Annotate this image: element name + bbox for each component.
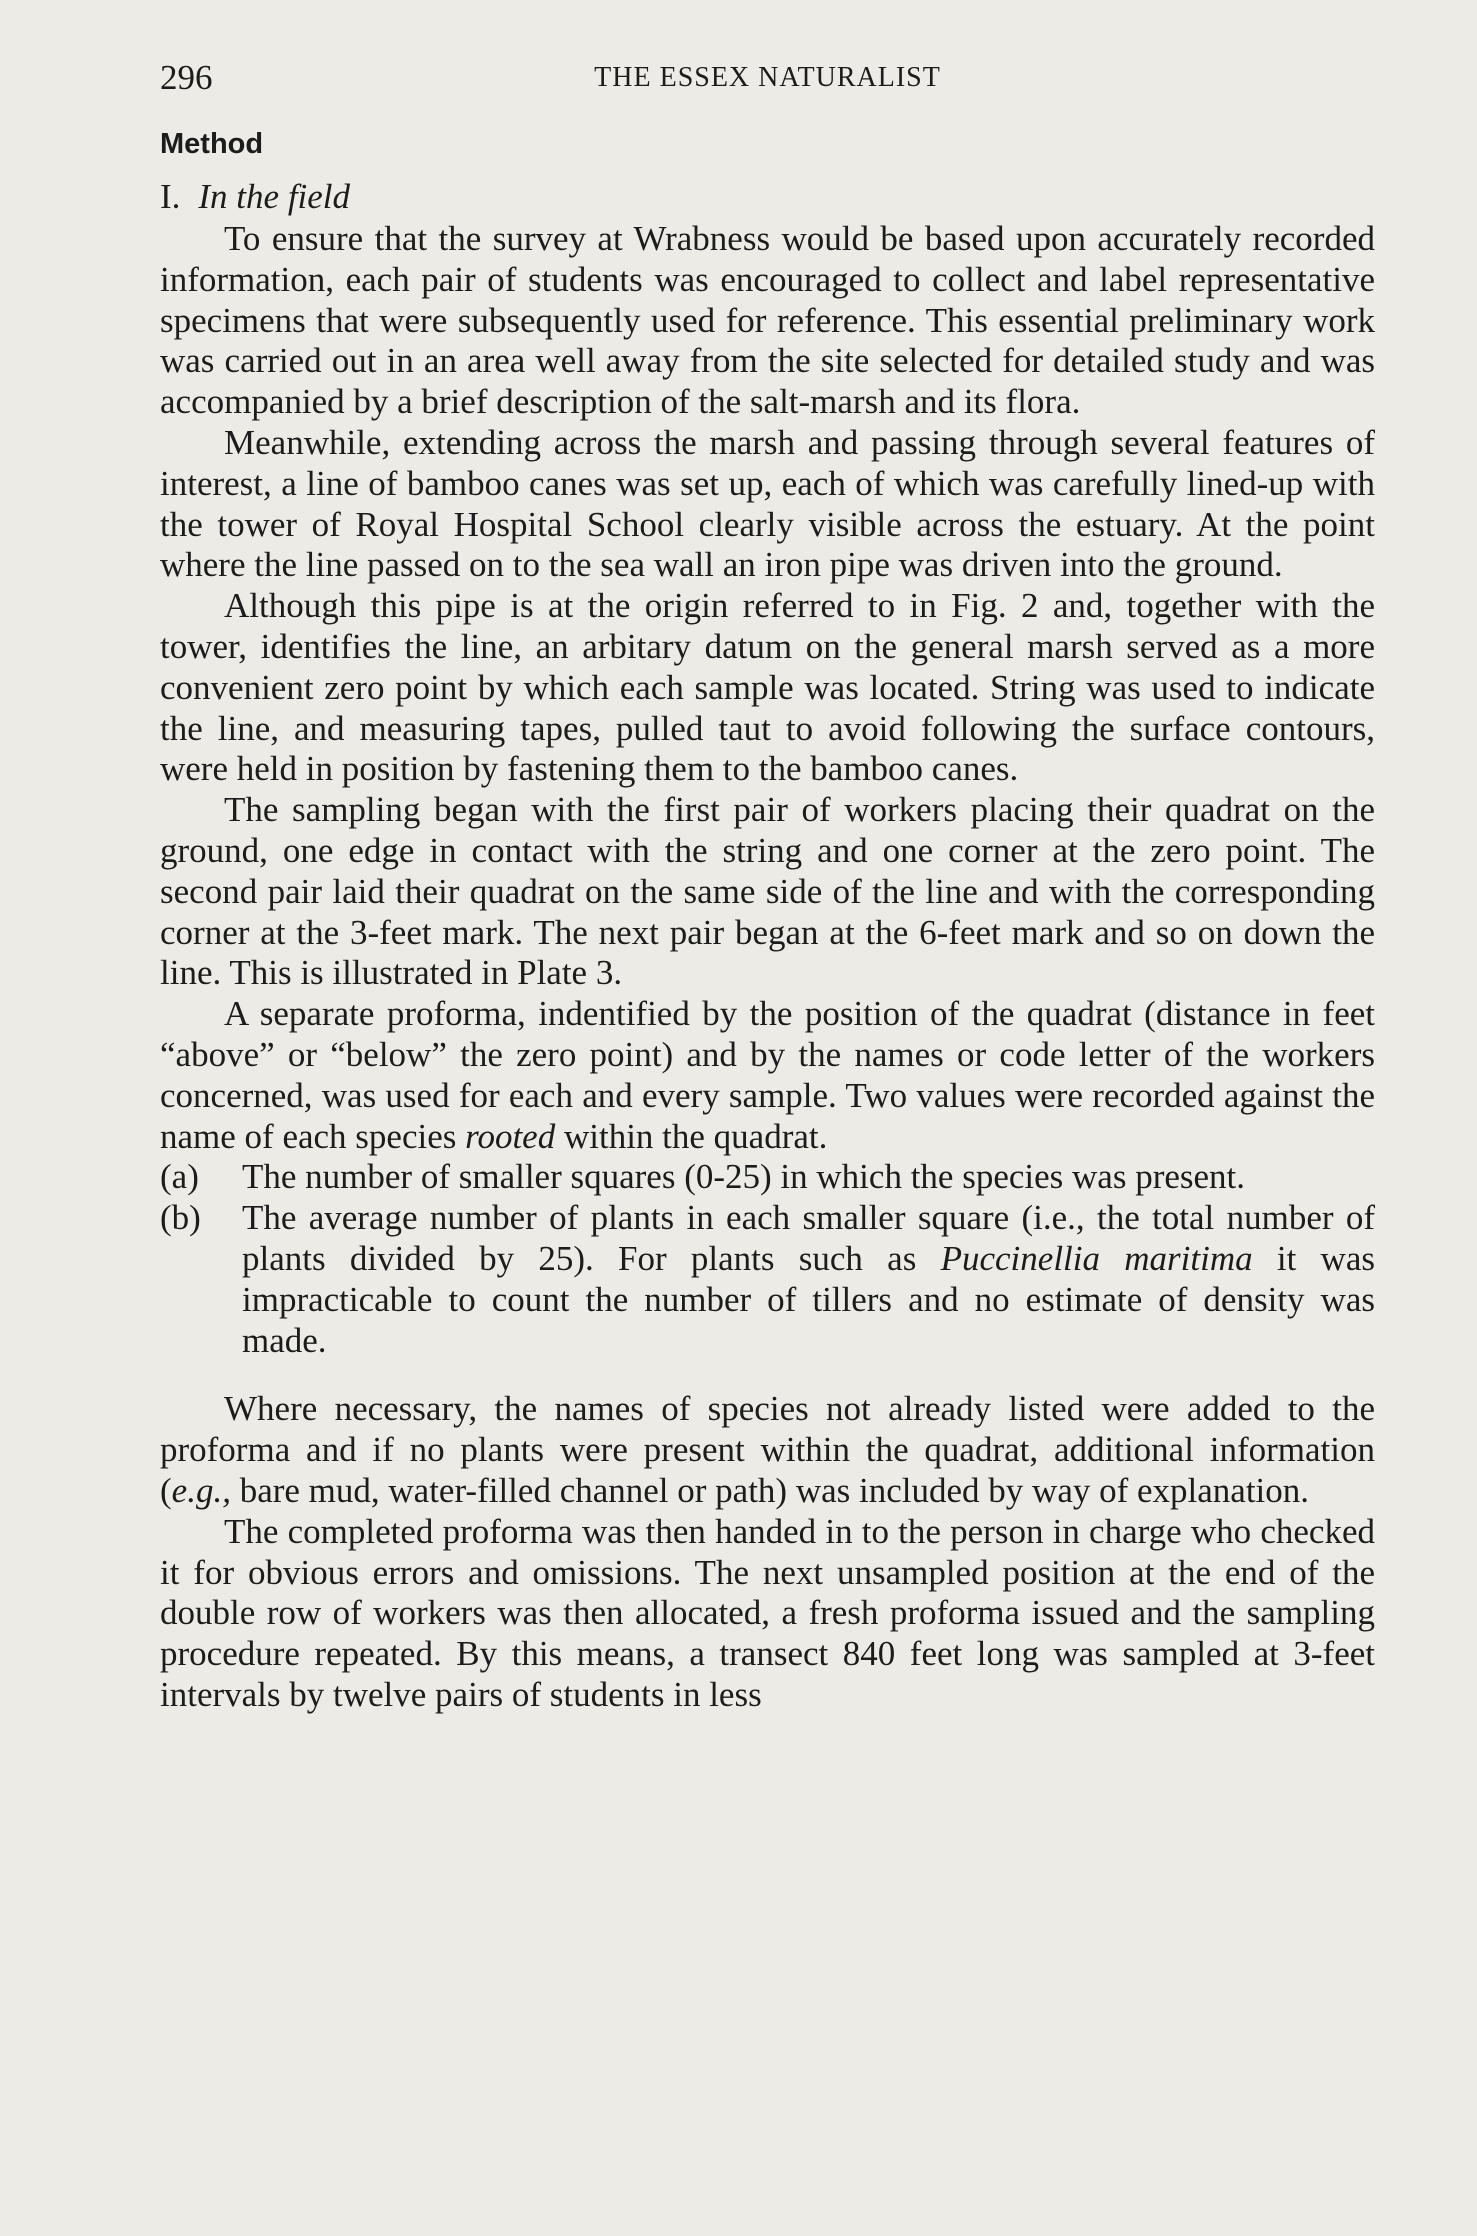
paragraph-6-emphasis: e.g., (171, 1470, 231, 1510)
list-item-text-a: The average number of plants in each smaller square (i.e., the total number of plants divided by 25). For plants such as (242, 1198, 1375, 1278)
body-text (160, 128, 1375, 1716)
list-item-text-b: it was impracticable to count the number of tillers and no estimate of density was made. (242, 1238, 1375, 1360)
list-marker: (b) (160, 1198, 201, 1238)
paragraph-6-text-b: bare mud, water-filled channel or path) was included by way of explanation. (230, 1470, 1310, 1510)
value-list (160, 1157, 1375, 1361)
subsection-heading (160, 177, 1375, 217)
paragraph-5-text-b: within the quadrat. (555, 1116, 828, 1156)
journal-title: THE ESSEX NATURALIST (594, 62, 941, 93)
paragraph-3: Although this pipe is at the origin referred to in Fig. 2 and, together with the tower, identifies the line, an arbitary datum on the general marsh served as a more convenient zero point by which each sample was located. String was used to indicate the line, and measuring tapes, pulled taut to avoid following the surface contours, were held in position by fastening them to the bamboo canes. (160, 586, 1375, 789)
paragraph-7: The completed proforma was then handed in to the person in charge who checked it for obvious errors and omissions. The next unsampled position at the end of the double row of workers was then allocated, a fresh proforma issued and the sampling procedure repeated. By this means, a transect 840 feet long was sampled at 3-feet intervals by twelve pairs of students in less (160, 1511, 1375, 1714)
paragraph-5-text-a: A separate proforma, indentified by the position of the quadrat (distance in feet “above” or “below” the zero point) and by the names or code letter of the workers concerned, was used for each and every sample. Two values were recorded against the name of each species (160, 994, 1375, 1156)
page-number: 296 (160, 58, 213, 97)
list-item (160, 1157, 1375, 1198)
species-name: Puccinellia maritima (940, 1238, 1253, 1278)
paragraph-1: To ensure that the survey at Wrabness would be based upon accurately recorded information, each pair of students was encouraged to collect and label representative specimens that were subsequently used for reference. This essential preliminary work was carried out in an area well away from the site selected for detailed study and was accompanied by a brief description of the salt-marsh and its flora. (160, 219, 1375, 422)
list-item-text: The number of smaller squares (0-25) in which the species was present. (242, 1157, 1246, 1197)
running-head (160, 58, 1375, 98)
list-marker: (a) (160, 1157, 199, 1197)
subsection-title: In the field (198, 177, 351, 216)
paragraph-6 (160, 1389, 1375, 1511)
paragraph-5 (160, 994, 1375, 1157)
paragraph-2: Meanwhile, extending across the marsh and passing through several features of interest, a line of bamboo canes was set up, each of which was carefully lined-up with the tower of Royal Hospital School clearly visible across the estuary. At the point where the line passed on to the sea wall an iron pipe was driven into the ground. (160, 422, 1375, 585)
subsection-number: I. (160, 177, 181, 216)
paragraph-4: The sampling began with the first pair of workers placing their quadrat on the ground, one edge in contact with the string and one corner at the zero point. The second pair laid their quadrat on the same side of the line and with the corresponding corner at the 3-feet mark. The next pair began at the 6-feet mark and so on down the line. This is illustrated in Plate 3. (160, 790, 1375, 993)
paragraph-6-text-a: Where necessary, the names of species not already listed were added to the proforma and if no plants were present within the quadrat, additional information ( (160, 1389, 1375, 1510)
list-item (160, 1198, 1375, 1361)
section-heading: Method (160, 128, 264, 160)
paragraph-5-emphasis: rooted (465, 1116, 556, 1156)
